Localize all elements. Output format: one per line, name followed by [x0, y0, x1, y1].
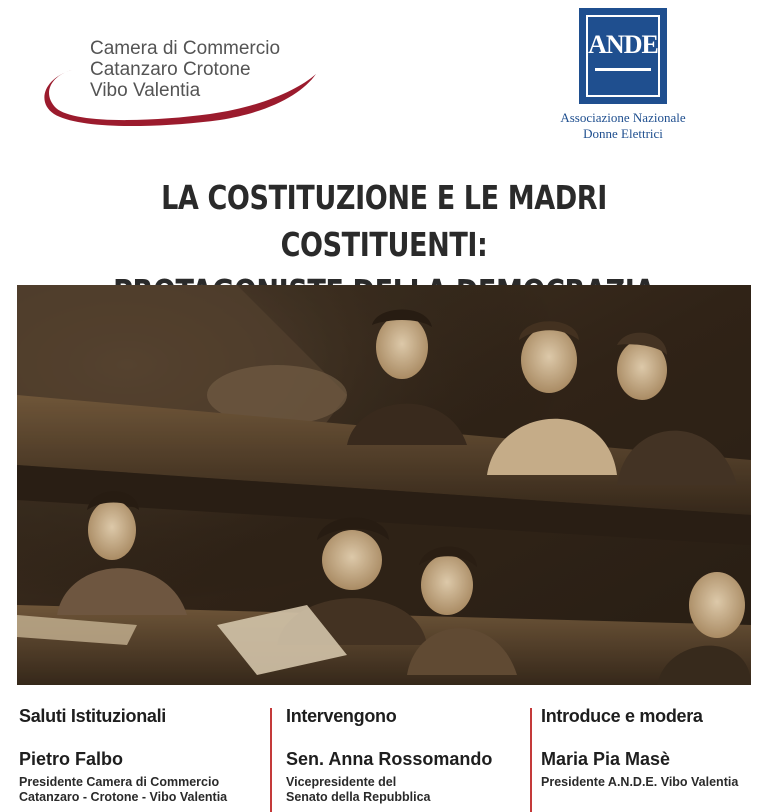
ande-name-line-1: Associazione Nazionale	[560, 110, 686, 125]
chamber-line-1: Camera di Commercio	[90, 38, 281, 59]
speaker-role-mase	[541, 775, 768, 790]
chamber-line-2: Catanzaro Crotone	[90, 59, 251, 80]
chamber-name	[90, 38, 280, 101]
ande-mark: ANDE	[588, 30, 658, 59]
speaker-role-rossomando	[286, 775, 524, 805]
ande-name-line-2: Donne Elettrici	[583, 126, 663, 141]
historical-photo	[17, 285, 751, 685]
speaker-role-falbo	[19, 775, 264, 805]
chamber-logo	[40, 30, 320, 126]
speaker-name-falbo: Pietro Falbo	[19, 749, 124, 769]
section-intervengono	[286, 706, 524, 812]
title-line-1: LA COSTITUZIONE E LE MADRI COSTITUENTI:	[161, 178, 607, 264]
ande-badge-icon	[579, 8, 667, 104]
role-line: Vicepresidente del	[286, 775, 397, 789]
role-line: Presidente A.N.D.E. Vibo Valentia	[541, 775, 739, 789]
section-modera	[541, 706, 768, 812]
chamber-line-3: Vibo Valentia	[90, 80, 201, 101]
section-heading-saluti: Saluti Istituzionali	[19, 706, 167, 726]
role-line: Presidente Camera di Commercio	[19, 775, 220, 789]
column-divider	[530, 708, 532, 812]
section-saluti	[19, 706, 264, 812]
assembly-photo-image	[17, 285, 751, 685]
ande-logo	[548, 8, 698, 142]
section-heading-modera: Introduce e modera	[541, 706, 703, 726]
role-line: Senato della Repubblica	[286, 790, 431, 804]
section-heading-intervengono: Intervengono	[286, 706, 397, 726]
column-divider	[270, 708, 272, 812]
speaker-name-rossomando: Sen. Anna Rossomando	[286, 749, 493, 769]
ande-name	[548, 110, 698, 142]
role-line: Catanzaro - Crotone - Vibo Valentia	[19, 790, 228, 804]
speaker-name-mase: Maria Pia Masè	[541, 749, 671, 769]
